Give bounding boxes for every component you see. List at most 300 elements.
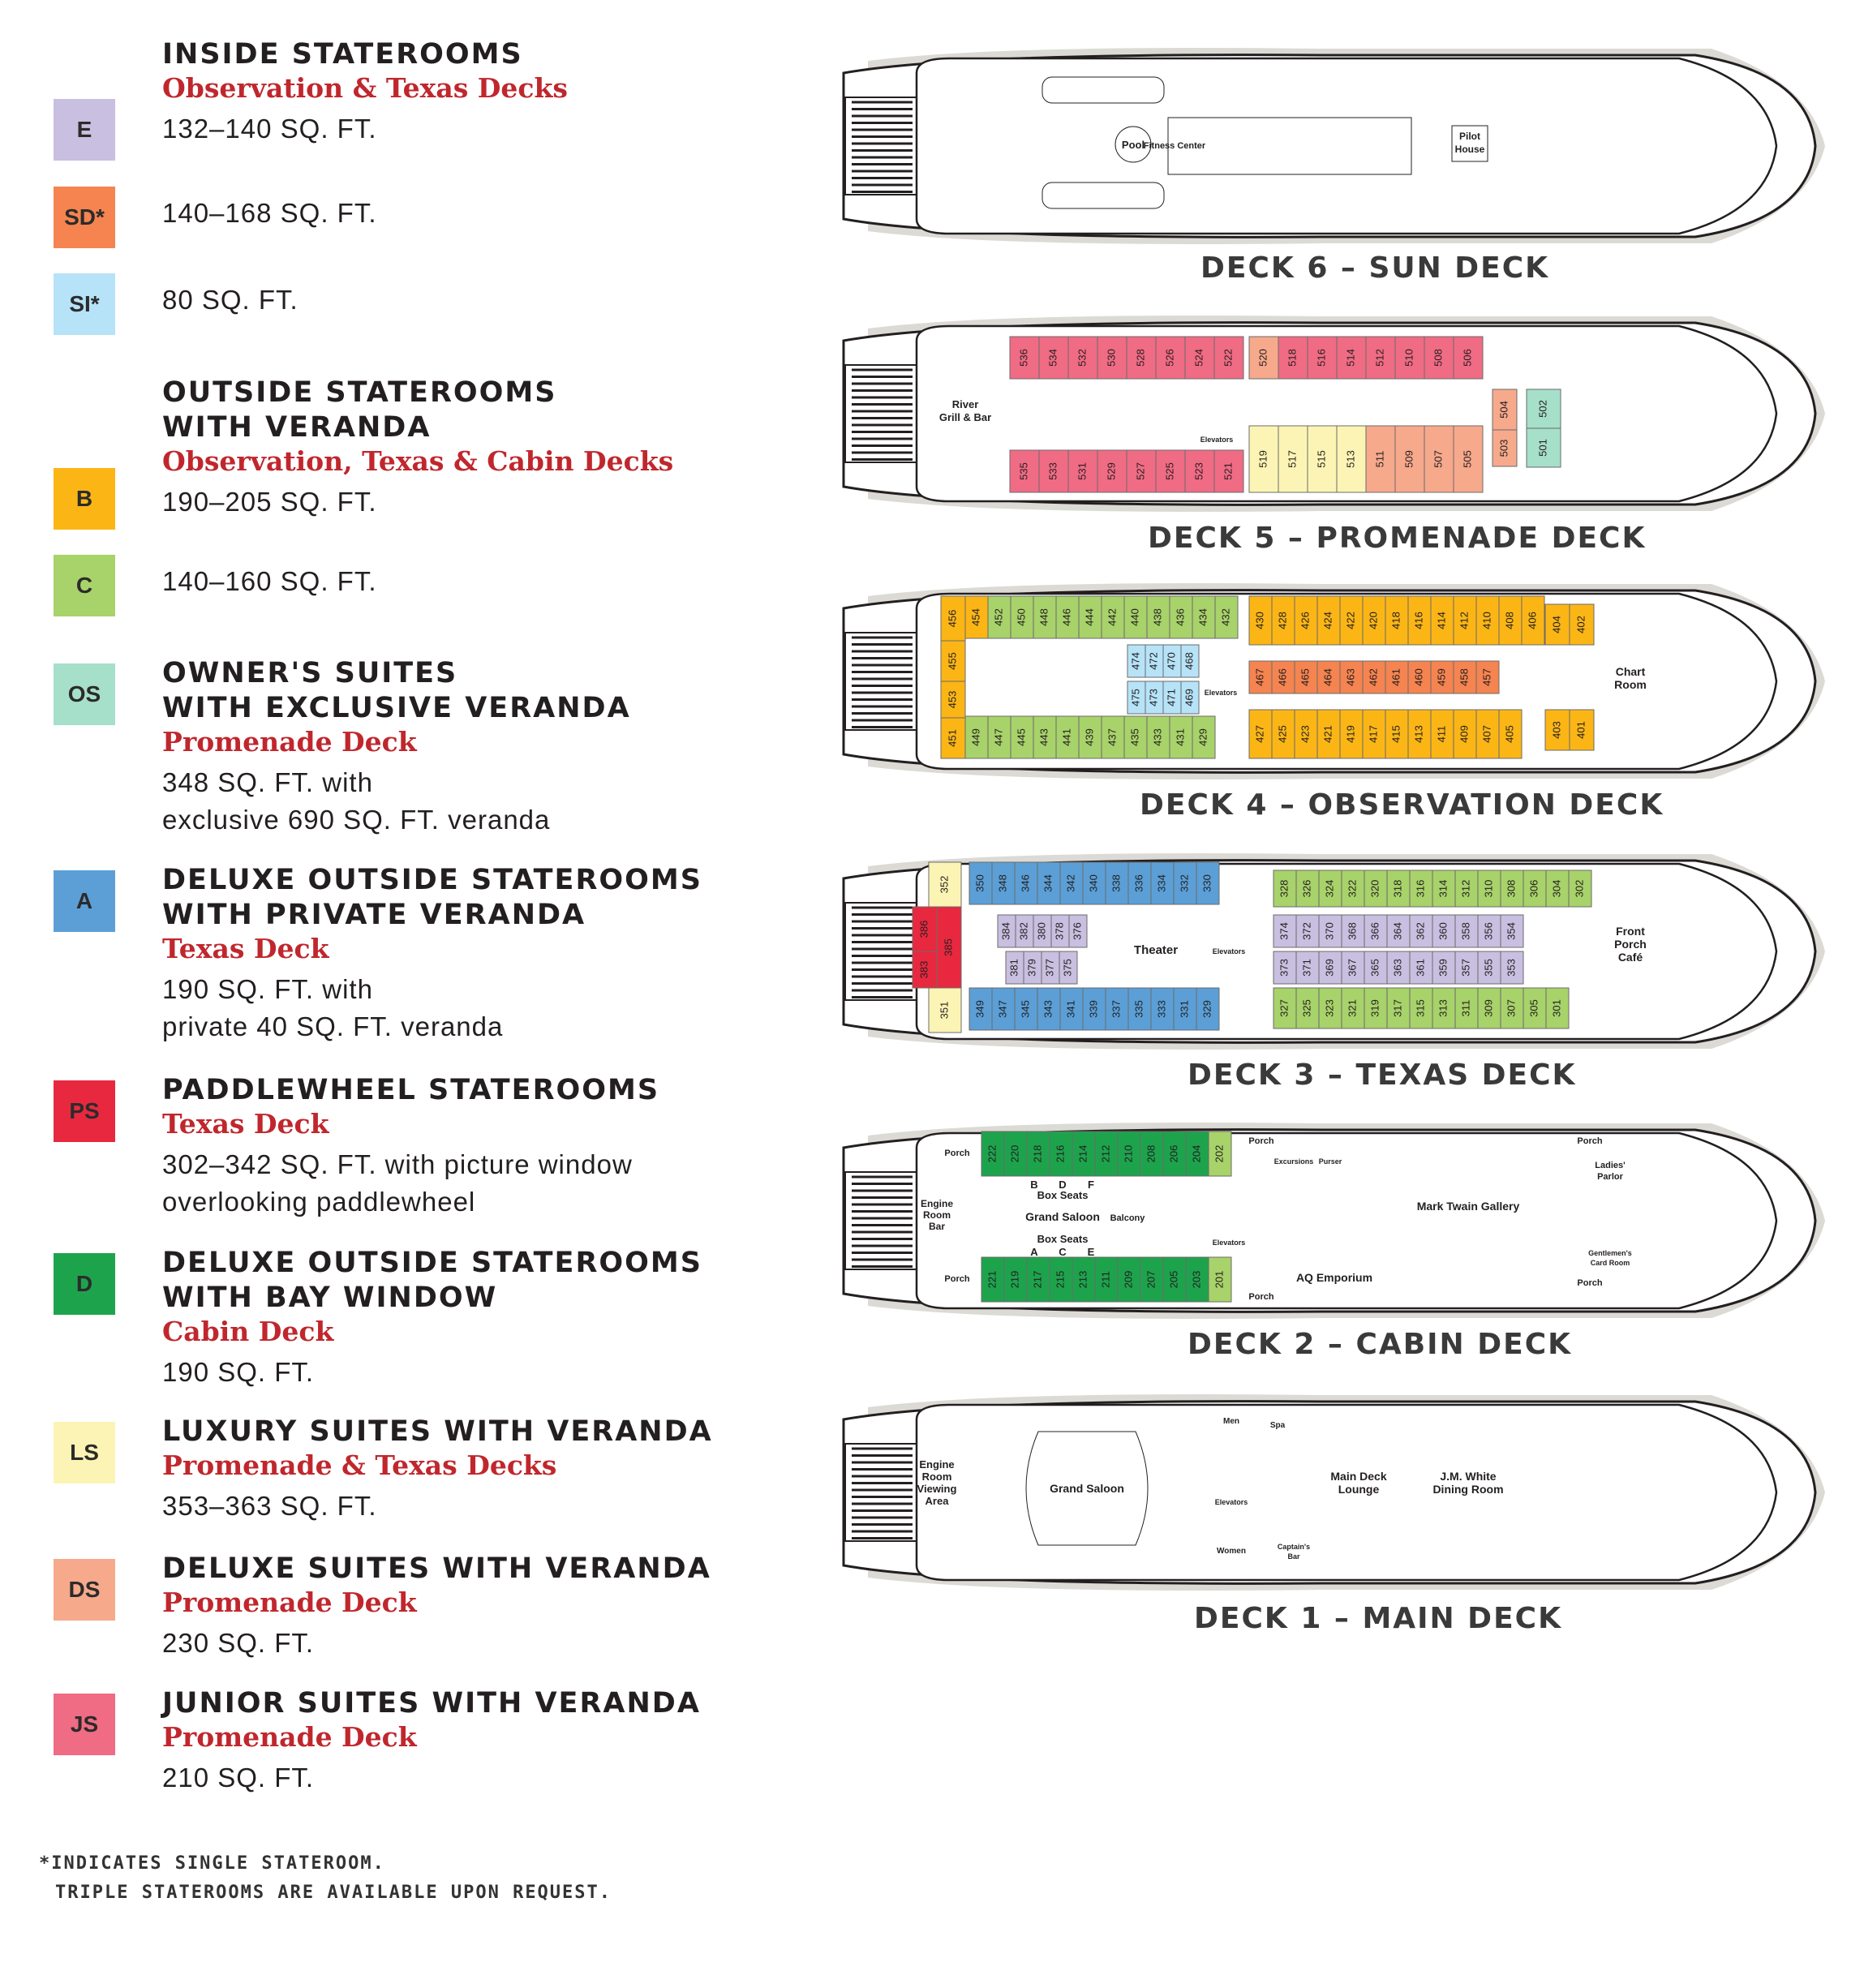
stateroom-453 [941,681,965,718]
stateroom-409-number: 409 [1458,725,1471,743]
stateroom-405 [1499,710,1522,758]
stateroom-205 [1163,1257,1186,1302]
stateroom-506 [1454,337,1483,379]
pool-label: Pool [1121,139,1145,151]
box-f-label: F [1088,1179,1094,1191]
footnote [39,1849,612,1908]
stateroom-418-number: 418 [1389,612,1402,629]
deck-plan-1 [835,1391,1864,1602]
stateroom-209-number: 209 [1122,1270,1135,1289]
stateroom-361 [1410,951,1432,984]
stateroom-522-number: 522 [1222,349,1235,367]
stateroom-450 [1011,596,1033,638]
stateroom-309 [1478,988,1501,1028]
stateroom-525 [1156,450,1185,492]
stateroom-355-number: 355 [1482,959,1495,977]
stateroom-404-number: 404 [1550,616,1563,633]
legend-deck-location: Promenade Deck [162,1587,417,1618]
stateroom-471-number: 471 [1165,689,1178,706]
stateroom-308-number: 308 [1505,879,1518,898]
stateroom-339-number: 339 [1087,1000,1100,1018]
stateroom-366 [1364,915,1387,947]
deck-plan-3 [835,850,1864,1061]
stateroom-419 [1340,710,1363,758]
stateroom-309-number: 309 [1482,999,1495,1017]
legend-size: 302–342 SQ. FT. with picture window [162,1149,633,1179]
stateroom-314 [1432,870,1455,907]
stateroom-521 [1214,450,1243,492]
stateroom-205-number: 205 [1167,1270,1180,1289]
stateroom-516-number: 516 [1315,349,1328,367]
stateroom-427 [1249,710,1272,758]
porch-label: Porch [1248,1292,1274,1302]
gentlemens-card-room-label: Card Room [1590,1259,1630,1267]
deck-title-3: DECK 3 – TEXAS DECK [1188,1058,1577,1092]
stateroom-322-number: 322 [1346,879,1359,898]
stateroom-527 [1127,450,1156,492]
stateroom-402 [1570,604,1594,645]
stateroom-524-number: 524 [1192,349,1205,367]
box-seats-label: Box Seats [1037,1233,1089,1245]
stateroom-433 [1147,716,1170,758]
stateroom-337 [1106,988,1128,1030]
stateroom-516 [1308,337,1337,379]
stateroom-424-number: 424 [1321,612,1334,629]
legend-title: DELUXE OUTSIDE STATEROOMS [162,1247,702,1279]
legend-size: overlooking paddlewheel [162,1187,476,1217]
captains-bar-label: Bar [1287,1552,1300,1561]
stateroom-319 [1364,988,1387,1028]
stateroom-318-number: 318 [1391,879,1404,898]
stateroom-458 [1454,661,1476,693]
stateroom-202 [1209,1131,1231,1176]
stateroom-534-number: 534 [1046,349,1059,367]
stateroom-368 [1342,915,1364,947]
stateroom-449-number: 449 [969,728,982,746]
elevators-label: Elevators [1200,436,1234,444]
stateroom-521-number: 521 [1222,462,1235,480]
stateroom-426 [1295,596,1317,645]
porch-label: Porch [1248,1136,1274,1146]
stateroom-345 [1015,988,1037,1030]
stateroom-422 [1340,596,1363,645]
stateroom-206-number: 206 [1167,1144,1180,1163]
stateroom-206 [1163,1131,1186,1176]
stateroom-413-number: 413 [1412,725,1425,743]
stateroom-312-number: 312 [1459,879,1472,898]
stateroom-345-number: 345 [1019,1000,1032,1018]
stateroom-377-number: 377 [1043,959,1056,977]
front-porch-cafe-label: Front [1616,925,1645,938]
stateroom-353-number: 353 [1505,959,1518,977]
deck-outline [917,58,1776,234]
stateroom-325 [1296,988,1319,1028]
stateroom-367-number: 367 [1346,959,1359,977]
stateroom-410 [1476,596,1499,645]
stateroom-322 [1342,870,1364,907]
stateroom-351 [929,988,961,1033]
legend-deck-location: Promenade Deck [162,1721,417,1753]
stateroom-428-number: 428 [1276,612,1289,629]
stateroom-362-number: 362 [1414,922,1427,940]
stateroom-342-number: 342 [1064,874,1077,892]
paddlewheel-icon [845,97,918,195]
stateroom-204 [1186,1131,1209,1176]
stateroom-411 [1431,710,1454,758]
stateroom-451-number: 451 [946,729,959,747]
stateroom-375-number: 375 [1061,959,1074,977]
stateroom-471 [1163,681,1181,714]
stateroom-211 [1095,1257,1118,1302]
stateroom-443-number: 443 [1037,728,1050,746]
stateroom-213-number: 213 [1076,1270,1089,1289]
stateroom-366-number: 366 [1368,922,1381,940]
stateroom-440-number: 440 [1128,608,1141,626]
paddlewheel-icon [845,903,918,1000]
stateroom-352-number: 352 [938,875,951,894]
stateroom-220 [1004,1131,1027,1176]
legend-deck-location: Observation & Texas Decks [162,72,568,104]
stateroom-323 [1319,988,1342,1028]
stateroom-315-number: 315 [1414,999,1427,1017]
stateroom-310 [1478,870,1501,907]
engine-room-bar-label: Engine [920,1198,954,1209]
stateroom-427-number: 427 [1253,725,1266,743]
stateroom-344 [1037,862,1060,904]
stateroom-518-number: 518 [1286,349,1299,367]
stateroom-517 [1278,426,1308,492]
stateroom-221-number: 221 [986,1270,999,1289]
porch-label: Porch [944,1274,970,1284]
box-a-label: A [1030,1246,1038,1258]
stateroom-363 [1387,951,1410,984]
stateroom-315 [1410,988,1432,1028]
stateroom-213 [1072,1257,1095,1302]
footnote-line-2: TRIPLE STATEROOMS ARE AVAILABLE UPON REQUEST. [55,1883,612,1903]
stateroom-469 [1181,681,1199,714]
stateroom-432 [1215,596,1238,638]
stateroom-316 [1410,870,1432,907]
stateroom-501-number: 501 [1536,439,1549,457]
stateroom-530 [1097,337,1127,379]
stateroom-368-number: 368 [1346,922,1359,940]
stateroom-424 [1317,596,1340,645]
legend-title: INSIDE STATEROOMS [162,38,523,71]
stateroom-307 [1501,988,1523,1028]
pilot-house-label: Pilot [1459,131,1480,142]
legend-title: WITH BAY WINDOW [162,1282,498,1314]
legend-size: 190–205 SQ. FT. [162,487,377,517]
stateroom-307-number: 307 [1505,999,1518,1017]
stateroom-337-number: 337 [1110,1000,1123,1018]
stateroom-519 [1249,426,1278,492]
stateroom-507 [1424,426,1454,492]
stateroom-528-number: 528 [1134,349,1147,367]
stateroom-419-number: 419 [1344,725,1357,743]
stateroom-523 [1185,450,1214,492]
porch-label: Porch [944,1149,970,1158]
stateroom-447 [988,716,1011,758]
aq-emporium-label: AQ Emporium [1295,1271,1373,1284]
stateroom-340 [1083,862,1106,904]
stateroom-314-number: 314 [1437,879,1450,898]
elevators-label: Elevators [1204,689,1238,697]
engine-room-viewing-area-label: Area [925,1495,949,1507]
stateroom-430-number: 430 [1253,612,1266,629]
stateroom-385-number: 385 [942,938,955,956]
legend-swatch-e: E [54,99,115,161]
legend-swatch-ds: DS [54,1559,115,1621]
stateroom-520 [1249,337,1278,379]
stateroom-336 [1128,862,1151,904]
stateroom-404 [1545,604,1570,645]
box-c-label: C [1059,1246,1067,1258]
stateroom-525-number: 525 [1163,462,1176,480]
stateroom-509 [1395,426,1424,492]
stateroom-216-number: 216 [1054,1144,1067,1163]
stateroom-464-number: 464 [1321,668,1334,686]
stateroom-454-number: 454 [969,608,982,626]
dining-room-label: Dining Room [1432,1483,1504,1496]
stateroom-412-number: 412 [1458,612,1471,629]
stateroom-417 [1363,710,1385,758]
stateroom-534 [1039,337,1068,379]
stateroom-301 [1546,988,1569,1028]
stateroom-349 [969,988,992,1030]
deck-title-5: DECK 5 – PROMENADE DECK [1148,522,1647,555]
stateroom-317 [1387,988,1410,1028]
stateroom-209 [1118,1257,1140,1302]
stateroom-207-number: 207 [1145,1270,1157,1289]
stateroom-378 [1051,915,1069,947]
stateroom-347-number: 347 [996,1000,1009,1018]
grand-saloon-label: Grand Saloon [1025,1210,1100,1223]
stateroom-343-number: 343 [1042,1000,1054,1018]
stateroom-475-number: 475 [1129,689,1142,706]
paddlewheel-icon [845,1444,918,1541]
stateroom-215 [1050,1257,1072,1302]
stateroom-429-number: 429 [1196,728,1209,746]
legend-title: WITH VERANDA [162,411,432,444]
deck-plan-4 [835,580,1864,791]
excursions-label: Excursions [1273,1157,1314,1166]
legend-size: 230 SQ. FT. [162,1628,315,1658]
engine-room-viewing-area-label: Viewing [917,1483,957,1495]
stateroom-386 [913,907,937,951]
stateroom-212-number: 212 [1099,1144,1112,1163]
legend-title: LUXURY SUITES WITH VERANDA [162,1415,713,1448]
stateroom-412 [1454,596,1476,645]
stateroom-530-number: 530 [1105,349,1118,367]
legend-size: 210 SQ. FT. [162,1763,315,1793]
stateroom-207 [1140,1257,1163,1302]
stateroom-328 [1273,870,1296,907]
legend-swatch-a: A [54,870,115,932]
stateroom-379-number: 379 [1025,959,1038,977]
stateroom-222-number: 222 [986,1144,999,1163]
stateroom-430 [1249,596,1272,645]
stateroom-518 [1278,337,1308,379]
stateroom-364-number: 364 [1391,922,1404,940]
stateroom-509-number: 509 [1402,450,1415,468]
stateroom-381 [1006,951,1024,984]
chart-room-label: Room [1614,678,1647,691]
stateroom-416-number: 416 [1412,612,1425,629]
stateroom-353 [1501,951,1523,984]
stateroom-469-number: 469 [1183,689,1196,706]
stateroom-514 [1337,337,1366,379]
stateroom-326 [1296,870,1319,907]
stateroom-376 [1069,915,1087,947]
stateroom-346 [1015,862,1037,904]
stateroom-323-number: 323 [1323,999,1336,1017]
stateroom-311 [1455,988,1478,1028]
stateroom-384 [998,915,1016,947]
stateroom-508-number: 508 [1432,349,1445,367]
stateroom-510 [1395,337,1424,379]
stateroom-511-number: 511 [1373,450,1386,468]
engine-room-bar-label: Bar [928,1221,946,1232]
stateroom-356-number: 356 [1482,922,1495,940]
porch-label: Porch [1577,1136,1603,1146]
stateroom-legend [0,0,714,1988]
stateroom-432-number: 432 [1219,608,1232,626]
stateroom-302-number: 302 [1573,879,1586,898]
legend-size: private 40 SQ. FT. veranda [162,1011,504,1041]
stateroom-360 [1432,915,1455,947]
stateroom-333 [1151,988,1174,1030]
stateroom-407-number: 407 [1480,725,1493,743]
stateroom-332-number: 332 [1178,874,1191,892]
stateroom-532 [1068,337,1097,379]
stateroom-221 [981,1257,1004,1302]
engine-room-bar-label: Room [923,1209,951,1221]
stateroom-310-number: 310 [1482,879,1495,898]
stateroom-445 [1011,716,1033,758]
stateroom-439-number: 439 [1083,728,1096,746]
stateroom-369-number: 369 [1323,959,1336,977]
stateroom-409 [1454,710,1476,758]
stateroom-216 [1050,1131,1072,1176]
stateroom-512-number: 512 [1373,349,1386,367]
stateroom-319-number: 319 [1368,999,1381,1017]
stateroom-358-number: 358 [1459,922,1472,940]
stateroom-467-number: 467 [1253,668,1266,686]
stateroom-513 [1337,426,1366,492]
stateroom-375 [1059,951,1077,984]
stateroom-341-number: 341 [1064,1000,1077,1018]
stateroom-215-number: 215 [1054,1270,1067,1289]
stateroom-458-number: 458 [1458,668,1471,686]
stateroom-459 [1431,661,1454,693]
stateroom-506-number: 506 [1461,349,1474,367]
stateroom-415 [1385,710,1408,758]
stateroom-217 [1027,1257,1050,1302]
stateroom-361-number: 361 [1414,959,1427,977]
stateroom-373-number: 373 [1278,959,1291,977]
box-d-label: D [1059,1179,1067,1191]
stateroom-459-number: 459 [1435,668,1448,686]
stateroom-367 [1342,951,1364,984]
stateroom-380 [1033,915,1051,947]
stateroom-536-number: 536 [1017,349,1030,367]
stateroom-311-number: 311 [1459,999,1472,1017]
legend-swatch-b: B [54,468,115,530]
stateroom-462-number: 462 [1367,668,1380,686]
stateroom-210 [1118,1131,1140,1176]
legend-deck-location: Promenade & Texas Decks [162,1449,557,1481]
stateroom-451 [941,718,965,758]
stateroom-331-number: 331 [1178,1000,1191,1018]
stateroom-463-number: 463 [1344,668,1357,686]
stateroom-431-number: 431 [1174,728,1187,746]
stateroom-421-number: 421 [1321,725,1334,743]
deck-title-2: DECK 2 – CABIN DECK [1188,1328,1573,1361]
gentlemens-card-room-label: Gentlemen's [1588,1249,1632,1257]
stateroom-434 [1192,596,1215,638]
stateroom-214-number: 214 [1076,1144,1089,1163]
stateroom-532-number: 532 [1076,349,1089,367]
spa-label: Spa [1269,1421,1286,1430]
stateroom-470-number: 470 [1165,652,1178,670]
stateroom-535 [1010,450,1039,492]
stateroom-357 [1455,951,1478,984]
legend-deck-location: Texas Deck [162,933,329,964]
stateroom-520-number: 520 [1256,349,1269,367]
stateroom-372-number: 372 [1300,922,1313,940]
stateroom-378-number: 378 [1053,922,1066,940]
stateroom-444 [1079,596,1102,638]
stateroom-470 [1163,645,1181,677]
stateroom-452-number: 452 [992,608,1005,626]
stateroom-301-number: 301 [1550,999,1563,1017]
stateroom-364 [1387,915,1410,947]
purser-label: Purser [1318,1157,1342,1166]
stateroom-348 [992,862,1015,904]
stateroom-331 [1174,988,1196,1030]
stateroom-433-number: 433 [1151,728,1164,746]
box-seats-label: Box Seats [1037,1189,1089,1201]
stateroom-452 [988,596,1011,638]
stateroom-438-number: 438 [1151,608,1164,626]
stateroom-529 [1097,450,1127,492]
stateroom-446 [1056,596,1079,638]
stateroom-355 [1478,951,1501,984]
stateroom-204-number: 204 [1190,1144,1203,1163]
legend-size: 348 SQ. FT. with [162,767,373,797]
stateroom-474 [1127,645,1145,677]
porch-label: Porch [1577,1278,1603,1288]
stateroom-443 [1033,716,1056,758]
stateroom-531 [1068,450,1097,492]
stateroom-371-number: 371 [1300,959,1313,977]
elevators-label: Elevators [1212,947,1246,955]
stateroom-222 [981,1131,1004,1176]
stateroom-370-number: 370 [1323,922,1336,940]
front-porch-cafe-label: Porch [1614,938,1647,951]
stateroom-474-number: 474 [1129,652,1142,670]
stateroom-418 [1385,596,1408,645]
legend-title: OWNER'S SUITES [162,657,458,689]
stateroom-417-number: 417 [1367,725,1380,743]
ladies-parlor-label: Parlor [1597,1172,1623,1182]
stateroom-473 [1145,681,1163,714]
legend-size: 190 SQ. FT. with [162,974,373,1004]
box-e-label: E [1087,1246,1095,1258]
stateroom-371 [1296,951,1319,984]
stateroom-503-number: 503 [1497,439,1510,457]
stateroom-437 [1102,716,1124,758]
